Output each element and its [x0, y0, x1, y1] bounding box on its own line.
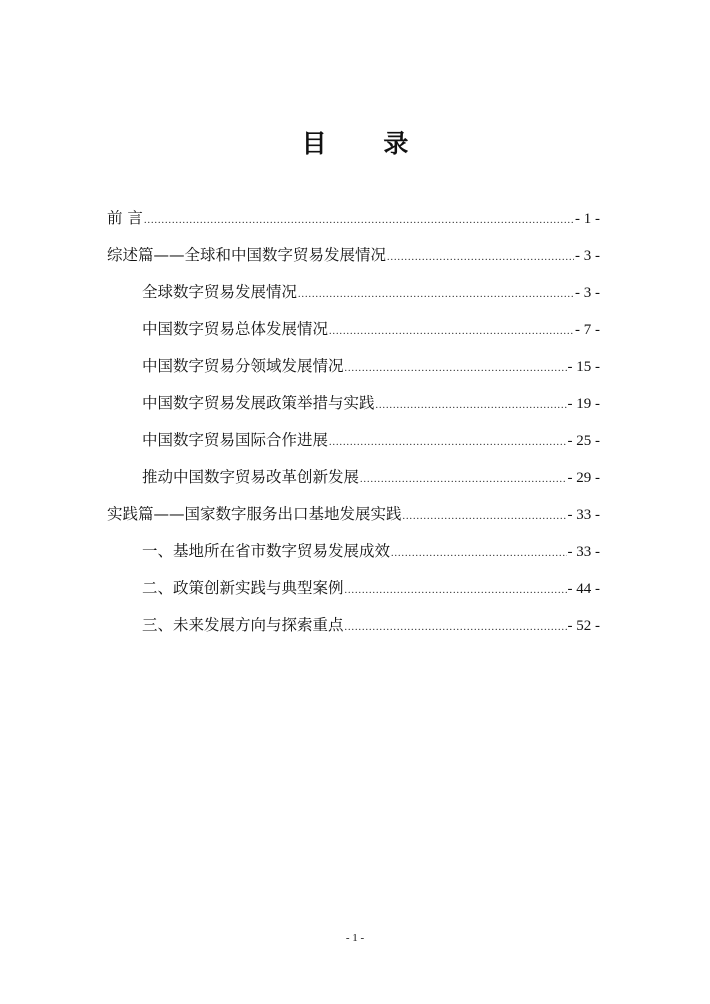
toc-entry-page: - 1 -: [575, 211, 600, 227]
dot-leader: [403, 498, 567, 535]
dot-leader: [360, 461, 566, 498]
toc-entry-page: - 33 -: [567, 507, 600, 523]
toc-entry-page: - 3 -: [575, 285, 600, 301]
toc-entry-label: 推动中国数字贸易改革创新发展: [142, 468, 360, 486]
toc-entry-future-directions[interactable]: [107, 607, 600, 644]
toc-entry-label: 前 言: [107, 209, 143, 227]
toc-entry-label: 综述篇——全球和中国数字贸易发展情况: [107, 246, 387, 264]
dot-leader: [345, 350, 567, 387]
toc-entry-china-overall[interactable]: [107, 311, 600, 348]
toc-entry-label: 三、未来发展方向与探索重点: [142, 616, 344, 634]
page-title: 目 录: [301, 129, 433, 158]
toc-entry-page: - 33 -: [567, 544, 600, 560]
dot-leader: [387, 239, 574, 276]
toc-entry-page: - 7 -: [575, 322, 600, 338]
toc-entry-policy-cases[interactable]: [107, 570, 600, 607]
toc-entry-reform-innovation[interactable]: [107, 459, 600, 496]
toc-entry-china-policy[interactable]: [107, 385, 600, 422]
toc-entry-label: 实践篇——国家数字服务出口基地发展实践: [107, 505, 402, 523]
dot-leader: [376, 387, 567, 424]
dot-leader: [144, 202, 574, 239]
toc-entry-label: 中国数字贸易总体发展情况: [142, 320, 329, 338]
toc-entry-page: - 19 -: [567, 396, 600, 412]
toc-entry-label: 全球数字贸易发展情况: [142, 283, 298, 301]
dot-leader: [329, 313, 574, 350]
toc-entry-label: 中国数字贸易国际合作进展: [142, 431, 329, 449]
toc-entry-page: - 44 -: [567, 581, 600, 597]
toc-entry-practice[interactable]: [107, 496, 600, 533]
toc-entry-label: 二、政策创新实践与典型案例: [142, 579, 344, 597]
toc-entry-global-digital-trade[interactable]: [107, 274, 600, 311]
toc-entry-preface[interactable]: [107, 200, 600, 237]
dot-leader: [329, 424, 566, 461]
toc-entry-label: 中国数字贸易分领域发展情况: [142, 357, 344, 375]
toc-entry-base-achievements[interactable]: [107, 533, 600, 570]
toc-entry-china-intl-cooperation[interactable]: [107, 422, 600, 459]
toc-entry-label: 中国数字贸易发展政策举措与实践: [142, 394, 375, 412]
toc-entry-overview[interactable]: [107, 237, 600, 274]
toc-entry-page: - 52 -: [567, 618, 600, 634]
dot-leader: [345, 572, 567, 609]
toc-entry-page: - 3 -: [575, 248, 600, 264]
toc-entry-page: - 15 -: [567, 359, 600, 375]
dot-leader: [345, 609, 567, 646]
dot-leader: [298, 276, 574, 313]
toc-entry-page: - 25 -: [567, 433, 600, 449]
table-of-contents: [107, 200, 600, 644]
toc-entry-china-by-sector[interactable]: [107, 348, 600, 385]
dot-leader: [391, 535, 566, 572]
toc-entry-label: 一、基地所在省市数字贸易发展成效: [142, 542, 391, 560]
page-number: - 1 -: [345, 932, 365, 944]
toc-entry-page: - 29 -: [567, 470, 600, 486]
